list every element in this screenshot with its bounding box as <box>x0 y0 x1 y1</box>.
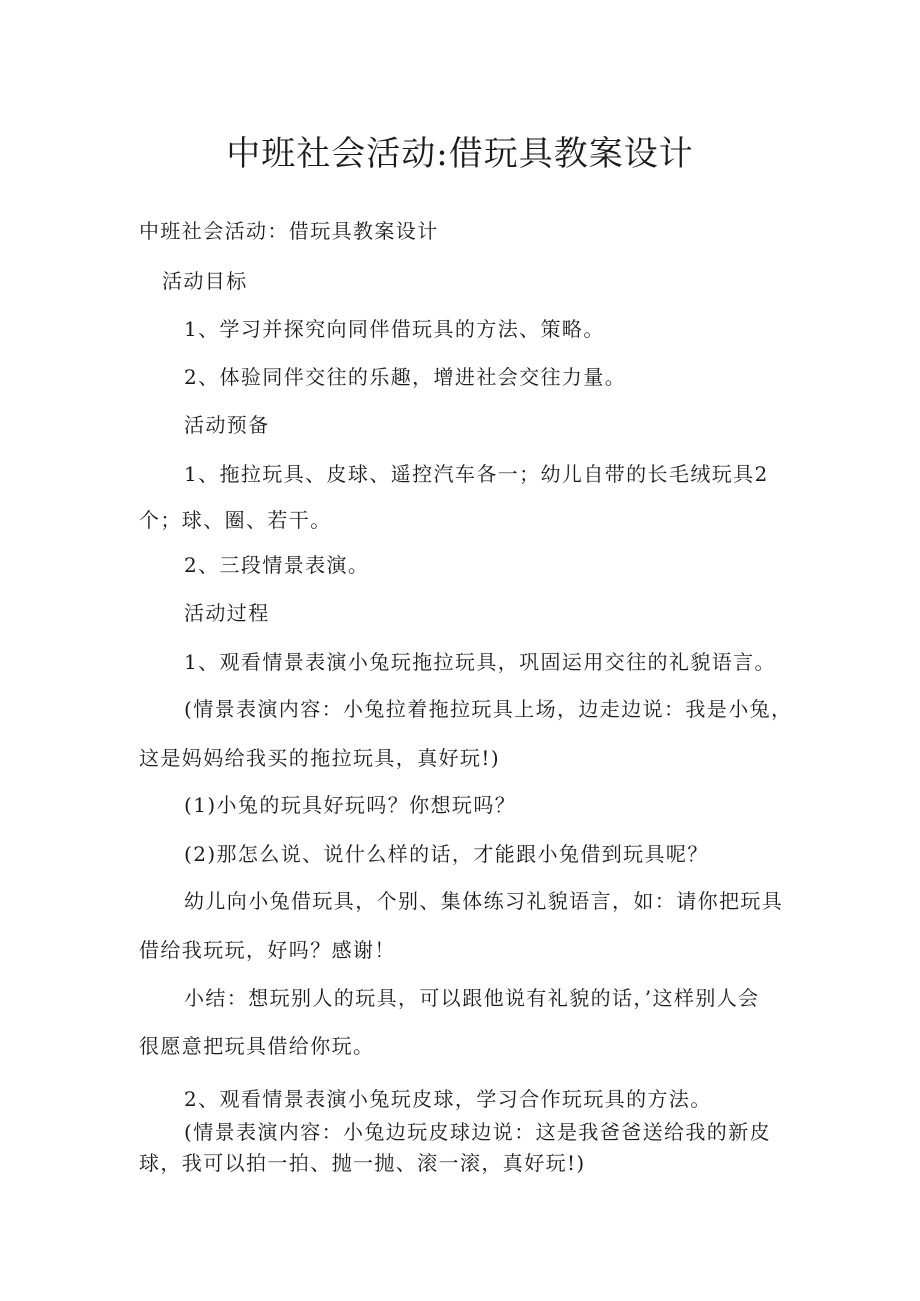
section-heading-process: 活动过程 <box>184 601 270 625</box>
paragraph-question-1: (1)小兔的玩具好玩吗？你想玩吗？ <box>184 793 517 817</box>
section-heading-goals: 活动目标 <box>162 269 248 293</box>
paragraph-process-1: 1、观看情景表演小兔玩拖拉玩具，巩固运用交往的礼貌语言。 <box>184 650 776 674</box>
paragraph-prep-1-cont: 个；球、圈、若干。 <box>139 508 332 532</box>
paragraph-practice: 幼儿向小兔借玩具，个别、集体练习礼貌语言，如：请你把玩具 <box>184 889 784 913</box>
paragraph-prep-1: 1、拖拉玩具、皮球、遥控汽车各一；幼儿自带的长毛绒玩具2 <box>184 462 769 486</box>
paragraph-scene-2-cont: 球，我可以拍一拍、抛一抛、滚一滚，真好玩!) <box>139 1151 586 1175</box>
paragraph-goal-1: 1、学习并探究向同伴借玩具的方法、策略。 <box>184 317 605 341</box>
paragraph-question-2: (2)那怎么说、说什么样的话，才能跟小兔借到玩具呢？ <box>184 842 709 866</box>
paragraph-scene-2: (情景表演内容：小兔边玩皮球边说：这是我爸爸送给我的新皮 <box>184 1120 772 1144</box>
paragraph-summary-cont: 很愿意把玩具借给你玩。 <box>139 1034 375 1058</box>
doc-subtitle: 中班社会活动：借玩具教案设计 <box>139 219 439 243</box>
document-title: 中班社会活动:借玩具教案设计 <box>226 134 694 174</box>
paragraph-goal-2: 2、体验同伴交往的乐趣，增进社会交往力量。 <box>184 365 627 389</box>
paragraph-summary: 小结：想玩别人的玩具，可以跟他说有礼貌的话，’这样别人会 <box>184 986 760 1010</box>
paragraph-process-2: 2、观看情景表演小兔玩皮球，学习合作玩玩具的方法。 <box>184 1087 712 1111</box>
paragraph-scene-1-cont: 这是妈妈给我买的拖拉玩具，真好玩!) <box>139 746 501 770</box>
section-heading-preparation: 活动预备 <box>184 413 270 437</box>
paragraph-prep-2: 2、三段情景表演。 <box>184 553 370 577</box>
paragraph-scene-1: (情景表演内容：小兔拉着拖拉玩具上场，边走边说：我是小兔， <box>184 697 793 721</box>
paragraph-practice-cont: 借给我玩玩，好吗？感谢！ <box>139 938 396 962</box>
